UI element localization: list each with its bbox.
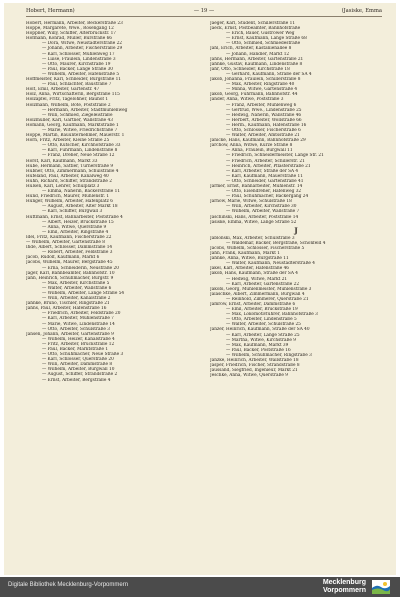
directory-entry: Jaeger, Karl, Student, Schillerstraße 11 [210, 21, 296, 26]
directory-entry: — Friedrich, Arbeiter, Schillerstr. 21 [226, 158, 305, 164]
directory-entry: Hube, Hermann, Sattler, Turnerstraße 9 [26, 163, 114, 169]
directory-entry: — Heinrich, Arbeiter, Pflasterstraße 21 [226, 163, 311, 169]
directory-entry: — Karl, Schlosser, Mühlenweg 17 [42, 51, 115, 57]
directory-entry: Jaschinski, Hans, Arbeiter, Poststraße 14 [210, 214, 299, 220]
directory-entry: Jahns, Paul, Arbeiter, Hafenstraße 16 [26, 306, 107, 312]
directory-entry: Jasper, Friedrich, Fischer, Strandstraße 8 [210, 363, 300, 369]
directory-entry: Jamrow, Ernst, Arbeiter, Dammstraße 6 [210, 301, 296, 307]
directory-entry: — Albert, Heizer, Brückstraße 15 [42, 219, 114, 225]
directory-entry: Jahn, Heinrich, Schuhmacher, Burgstr. 9 [26, 275, 114, 281]
directory-entry: Jarnow, Marie, Witwe, Schulstraße 18 [210, 199, 292, 205]
directory-entry: Hülsen, Karl, Lehrer, Schulplatz 3 [26, 184, 100, 189]
logo-line-2: Vorpommern [322, 587, 366, 594]
directory-entry: Holt, Emil, Arbeiter, Gartenstr. 47 [26, 87, 100, 93]
directory-entry: — Otto, Maurer, Kirchstraße 19 [42, 61, 111, 67]
directory-entry: Jakobi, Georg, Mühlenmeister, Mühlenstraße 3 [210, 286, 312, 292]
directory-entry: — Emma, Näherin, Bäckerstraße 11 [42, 189, 121, 195]
directory-entry: Janzke, Heinrich, Arbeiter, Wallstraße 18 [210, 358, 299, 363]
directory-entry: — Wilhelm, Schuhmacher, Ringstraße 3 [226, 352, 312, 358]
directory-entry: — Herbert, Arbeiter, Wollstraße 66 [226, 117, 302, 123]
directory-entry: — Karl, Arbeiter, Mühlenstraße 7 [42, 316, 114, 322]
directory-entry: Jäkel, Karl, Arbeiter, Hafenstraße 46 [210, 266, 290, 272]
directory-entry: Holzmann, Wilhelm, Bote, Poststraße 2 [26, 102, 111, 108]
directory-entry: — Marie, Witwe, Friedrichstraße 7 [42, 127, 118, 133]
directory-entry: — Karl, Fuhrmann, Lindenstraße 8 [42, 148, 118, 154]
directory-entry: — Robert, Arbeiter, Feldstraße 3 [42, 250, 113, 256]
directory-entry: Holzmüller, Karl, Gärtner, Wallstraße 43 [26, 117, 113, 123]
directory-entry: Jakob, Hans, Kaufmann, Straße der SA 4 [210, 271, 298, 277]
right-column [210, 21, 382, 378]
directory-entry: — Hedwig, Näherin, Wallstraße 46 [226, 112, 302, 118]
directory-entry: — Gertrud, Wwe., Lindenstraße 25 [226, 107, 302, 113]
footer-bar [0, 577, 400, 597]
directory-entry: Jahr, Otto, Schneider, Kirchstraße 18 [210, 66, 290, 72]
directory-entry: Jablonski, Max, Arbeiter, Schulstraße 3 [210, 235, 295, 241]
directory-entry: — Minna, Witwe, Gartenstraße 4 [226, 87, 298, 93]
directory-entry: — Hermann, Arbeiter, Stadtmühlenweg [42, 107, 128, 113]
directory-entry: Hoppner, Willy, Schiffer, Alterbruckstr. 17 [26, 31, 117, 37]
directory-entry: — Paul, Bäcker, Poststraße 16 [226, 347, 291, 353]
directory-entry: — Anna, Witwe, Querstraße 9 [42, 224, 107, 230]
directory-entry: — Otto, Eisendreher, Hafenweg 32 [226, 189, 302, 195]
directory-entry: Hüttmann, Ernst, Bahnarbeiter, Poststraße 4 [26, 214, 123, 220]
running-header [26, 8, 382, 20]
directory-entry: Jarmer, Ernst, Bahnarbeiter, Mühlenstr. 14 [210, 184, 303, 189]
directory-entry: — Hedwig, Witwe, Markt 21 [226, 276, 288, 282]
directory-entry: — Walter, Kaufmann, Neustädterstraße 4 [226, 261, 315, 267]
directory-entry: — Emil, Arbeiter, Ringstraße 4 [42, 229, 109, 235]
directory-entry: Horn, Fritz, Arbeiter, Kleine Straße 25 [26, 138, 110, 144]
directory-entry: Jakob, Georg, Fuhrmann, Bahnhofstr. 44 [210, 92, 298, 98]
directory-entry: — Emil, Arbeiter, Brückstraße 19 [226, 307, 298, 313]
directory-entry: Idel, Fritz, Kaufmann, Fischerstraße 22 [26, 234, 112, 240]
directory-entry: Jacobs, Wilhelm, Schlosser, Fischerstraße 5 [210, 245, 305, 251]
directory-entry: — Max, Kaufmann, Markt 39 [226, 342, 289, 348]
directory-entry: — Johann, Händler, Markt 12 [226, 51, 290, 57]
right-column-top [210, 21, 382, 225]
directory-entry: — August, Schiffer, Strandstraße 2 [42, 372, 118, 378]
directory-entry: — Otto, Schlosser, Fischerstraße 6 [226, 127, 301, 133]
directory-entry: — Fritz, Arbeiter, Brückstraße 12 [42, 341, 115, 347]
library-name[interactable]: Digitale Bibliothek Mecklenburg-Vorpommern [8, 582, 129, 588]
directory-entry: — Luise, Fräulein, Lindenstraße 3 [42, 56, 116, 62]
directory-entry: — Otto, Schuhmacher, Neue Straße 3 [42, 352, 124, 358]
directory-entry: — Paul, Bäcker, Marktstraße 1 [42, 347, 109, 352]
directory-entry: Jacobs, Wilhelm, Maurer, Bergstraße 45 [26, 260, 113, 266]
directory-entry: — Otto, Schneider, Gartenstraße 41 [226, 178, 304, 184]
directory-entry: Holz, Anna, Wirtschafterin, Bergstraße 115 [26, 92, 120, 98]
directory-entry: — Walter, Arbeiter, Schulstraße 25 [226, 322, 301, 328]
directory-entry: — Paul, Schuhmacher, Bäckergang 24 [226, 194, 309, 200]
directory-entry: — Anna, Fräulein, Burgwall 11 [226, 148, 293, 154]
directory-entry: — Erich, Bauer, Güstrower Weg [226, 31, 295, 37]
directory-entry: — Wilhelm, Arbeiter, Gartenstraße 8 [26, 240, 105, 246]
directory-entry: — Ernst, Arbeiter, Bergstraße 4 [42, 377, 111, 383]
directory-entry: Holzapfel, Fritz, Tagelöhner, Bauhof 1 [26, 97, 109, 103]
directory-entry: — Waldemar, Bäcker, Bergstraße, Schönfeld 4 [226, 240, 326, 246]
directory-entry: — Max, Arbeiter, Ringstraße 40 [226, 82, 295, 88]
mv-logo-text [323, 579, 366, 595]
directory-entry: — Wilhelm, Arbeiter, Wallstraße 7 [226, 209, 300, 215]
header-right: (Jasiske, Emma [341, 8, 382, 14]
header-rule [26, 16, 382, 17]
directory-entry: — Willi, Arbeiter, Dammstraße 8 [42, 362, 113, 368]
directory-entry: Jasiske, Emma, Witwe, Lange Straße 52 [210, 219, 297, 225]
directory-entry: Jäger, Karl, Bahnbeamter, Bahnhofstr. 10 [26, 270, 115, 276]
directory-entry: Jahns, Hermann, Arbeiter, Gartenstraße 21 [210, 56, 304, 62]
directory-entry: — Walter, Arbeiter, Wallstraße 6 [42, 285, 112, 291]
directory-entry: — Otto, Schmied, Schmiedestraße [226, 41, 301, 47]
directory-entry: — Karl, Schlosser, Querstraße 20 [42, 357, 114, 363]
directory-entry: — Otto, Arbeiter, Schulstraße 3 [42, 326, 110, 332]
directory-entry: Hoppe, Martin, Bauunternehmer, Mauerstr. 1 [26, 133, 125, 139]
directory-entry: Jarchow, Anna, Witwe, Kurze Straße 8 [210, 143, 293, 149]
directory-entry: Hobert, Hermann, Arbeiter, Beckerstraße 23 [26, 21, 123, 26]
directory-entry: — Willi, Arbeiter, Kanalstraße 2 [42, 296, 111, 302]
directory-entry: Jaeck, Ernst, Postbeamter, Bahnhofstraße [210, 26, 301, 32]
directory-entry: — Karl, Arbeiter, Gartenstraße 22 [226, 281, 300, 287]
directory-entry: Hoppe, Margarete, Wwe., Rosengang 12 [26, 26, 114, 32]
directory-entry: Jander, Anna, Witwe, Poststraße 3 [210, 97, 284, 103]
left-column [26, 21, 198, 383]
mv-logo-icon [372, 580, 390, 594]
directory-entry: — Reinhold, Zimmerer, Querstraße 21 [226, 296, 309, 302]
directory-entry: — Friedrich, Arbeiter, Feldstraße 20 [42, 311, 121, 317]
directory-entry: — Dora, Witwe, Neustädterstraße 22 [42, 41, 122, 47]
directory-entry: — Otto, Kutscher, Kirchhofstraße 33 [42, 143, 121, 149]
directory-entry: Jahl, Erich, Arbeiter, Kastanienallee 8 [210, 46, 292, 52]
directory-entry: — Ernst, Kaufmann, Lange Straße 68 [226, 36, 307, 42]
directory-entry: Horst, Karl, Kaufmann, Markt 33 [26, 158, 98, 164]
directory-entry: Hofmann, Konrad, Müller, Burstraße 66 [26, 36, 112, 42]
directory-entry: — Herm., Kaufmann, Hafenstraße 16 [226, 122, 307, 128]
directory-entry: — Karl, Arbeiter, Straße der SA 4 [226, 168, 299, 174]
directory-entry: Jähnke, Anna, Witwe, Burgstraße 11 [210, 256, 289, 262]
directory-entry: Homann, Georg, Kaufmann, Marktstraße 1 [26, 122, 119, 128]
directory-entry: — Paul, Bäcker, Lange Straße 30 [42, 66, 113, 72]
directory-entry: — Wilhelm, Arbeiter, Lange Straße 54 [42, 290, 125, 296]
directory-entry: Jakob, Johanna, Fräulein, Schillerstraße 8 [210, 77, 301, 83]
directory-entry: — Karl, Kaufmann, Mauerstraße 11 [226, 173, 303, 179]
directory-entry: Jeschke, Anna, Witwe, Querstraße 9 [210, 373, 288, 379]
section-letter: J [294, 225, 298, 235]
directory-entry: — Paul, Schlachter, Baustraße 7 [42, 82, 112, 88]
directory-entry: — Wilhelm, Arbeiter, Burgwall 10 [42, 367, 115, 373]
logo-line-1: Mecklenburg [322, 579, 366, 586]
directory-entry: Janzer, Heinrich, Kaufmann, Straße der SA 40 [210, 327, 310, 333]
directory-entry: Ihde, Albert, Schlosser, Dammstraße 14 [26, 245, 113, 251]
directory-entry: Hübner, Otto, Zimmermann, Schulstraße 4 [26, 168, 119, 174]
directory-entry: Jacob, Rudolf, Kaufmann, Markt 6 [26, 255, 100, 261]
directory-entry: — Max, Arbeiter, Kirchstraße 5 [42, 280, 110, 286]
directory-entry: — Johann, Arbeiter, Fischerstraße 29 [42, 46, 123, 52]
directory-entry: — Otto, Arbeiter, Lindenstraße 5 [226, 317, 297, 323]
directory-entry: — Wilhelm, Heizer, Kanalstraße 4 [42, 336, 115, 342]
directory-entry: Hund, Friedrich, Maurer, Mühlenstr. 1 [26, 194, 110, 200]
directory-entry: — Franz, Dreher, Neue Straße 12 [42, 153, 115, 159]
directory-entry: Hühn, Richard, Schiffer, Strandstraße 2 [26, 178, 112, 184]
directory-entry: — Willi, Schmied, Ziegeleistraße [42, 112, 113, 118]
page-number: — 19 — [193, 8, 215, 14]
directory-entry: — Max, Lokomotivführer, Bahnhofstraße 3 [226, 312, 318, 318]
directory-entry: Jalaschke, Albert, Zimmermann, Burgwall 4 [210, 291, 305, 297]
directory-entry: — Walter, Arbeiter, Amtsstraße 21 [226, 133, 300, 139]
directory-entry: — Wilhelm, Arbeiter, Hafenstraße 5 [42, 71, 120, 77]
directory-entry: Jahnke, Bruno, Tischler, Ringstraße 21 [26, 301, 110, 307]
directory-entry: — Franz, Arbeiter, Mühlenweg 6 [226, 102, 297, 108]
directory-entry: Jahnke, Gustav, Kaufmann, Lindenstraße 8 [210, 61, 303, 67]
directory-entry: — Karl, Schiffer, Burgwall 3 [42, 209, 103, 215]
directory-entry: Jahn, Frank, Kaufmann, Markt 1 [210, 251, 280, 257]
directory-entry: — Willi, Arbeiter, Kirchstraße 30 [226, 204, 297, 210]
directory-entry: — Erna, Schneiderin, Neustraße 20 [42, 265, 119, 271]
directory-entry: Hunger, Wilhelm, Arbeiter, Hafenplatz 6 [26, 199, 113, 205]
directory-entry: — Marie, Witwe, Lindenstraße 14 [42, 321, 115, 327]
directory-entry: Hufeland, Paul, Arbeiter, Kanalweg 40 [26, 173, 109, 179]
directory-entry: — Martha, Witwe, Kirchstraße 9 [226, 337, 296, 343]
directory-entry: — Friedrich, Schneidermeister, Lange Str. 21 [226, 153, 324, 159]
directory-entry: Jansen, Johann, Arbeiter, Gartenstraße 9 [26, 331, 114, 337]
directory-entry: Hoffmeister, Karl, Schneider, Burgstraße 11 [26, 77, 121, 83]
directory-entry: Jänicke, Hans, Kaufmann, Bahnhofstraße 29 [210, 138, 306, 144]
right-column-bottom [210, 236, 382, 379]
directory-entry: Jaussand, Siegfried, Ingenieur, Markt 21 [210, 368, 298, 374]
scanned-page [4, 3, 396, 575]
header-left: Hobert, Hermann) [26, 8, 75, 14]
directory-entry: — Karl, Arbeiter, Lange Straße 25 [226, 332, 300, 338]
directory-entry: — Gerhard, Kaufmann, Straße der SA 4 [226, 71, 312, 77]
directory-entry: — August, Arbeiter, Alter Markt 18 [42, 204, 118, 210]
